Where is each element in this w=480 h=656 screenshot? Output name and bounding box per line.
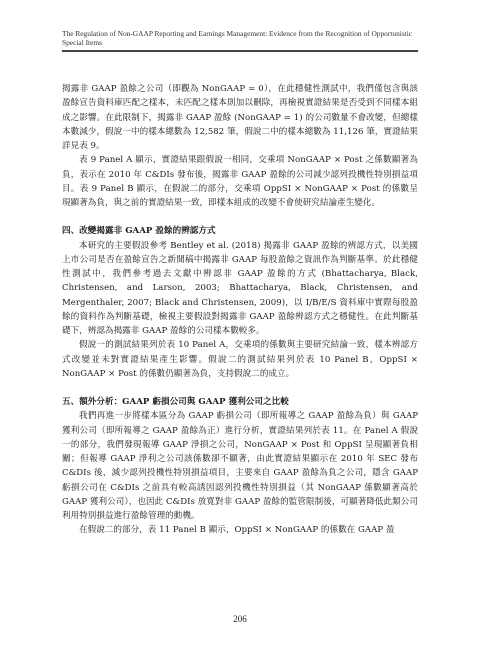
page-number: 206 xyxy=(233,614,247,624)
running-head: The Regulation of Non-GAAP Reporting and Earnings Management: Evidence from the Recognition of Opportunistic Special Items xyxy=(62,29,413,47)
paragraph-hypothesis2: 在假說二的部分，表 11 Panel B 顯示，OppSI × NonGAAP 的係數在 GAAP 盈 xyxy=(79,525,395,536)
section-heading-4: 四、改變揭露非 GAAP 盈餘的辨認方式 xyxy=(62,226,216,237)
body-text xyxy=(62,82,418,538)
paragraph-identification: 本研究的主要假設參考 Bentley et al. (2018) 揭露非 GAAP 盈餘的辨認方式，以美國上市公司是否在盈餘宣告之新聞稿中揭露非 GAAP 每股盈餘之資訊作為判斷基準。於此穩健性測試中，我們參考過去文獻中辨認非 GAAP 盈餘的方式 (Bhattacharya, Black, Christensen, and Larson, 2003; Bhattacharya, Black, Christensen, and Mergenthaler, 2007; Black and Christensen, 2009)，以 I/B/E/S 資料庫中實際每股盈餘的資料作為判斷基礎，檢視主要假設對揭露非 GAAP 盈餘辨認方式之穩健性。在此判斷基礎下，辨認為揭露非 GAAP 盈餘的公司樣本數較多。 xyxy=(62,240,418,336)
section-gap xyxy=(62,381,418,395)
header-rule xyxy=(62,50,418,52)
paragraph-table10: 假說一的測試結果列於表 10 Panel A，交乘項的係數與主要研究結論一致，樣本辨認方式改變並未對實證結果產生影響。假說二的測試結果列於表 10 Panel B，OppSI × NonGAAP × Post 的係數仍顯著為負，支持假說二的成立。 xyxy=(62,340,418,379)
section-heading-5: 五、額外分析：GAAP 虧損公司與 GAAP 獲利公司之比較 xyxy=(62,397,289,407)
section-gap xyxy=(62,210,418,224)
paragraph-continued: 揭露非 GAAP 盈餘之公司（即觀為 NonGAAP = 0），在此穩健性測試中，我們僅包含與該盈餘宣告資料庫匹配之樣本，未匹配之樣本則加以刪除，再檢視實證結果是否受到不同樣本組成之影響。在此限制下，揭露非 GAAP 盈餘 (NonGAAP = 1) 的公司數量不會改變，但總樣本數減少，假說一中的樣本總數為 12,582 筆，假說二中的樣本總數為 11,126 筆，實證結果詳見表 9。 xyxy=(62,84,418,151)
paragraph-table9: 表 9 Panel A 顯示，實證結果跟假說一相同，交乘項 NonGAAP × Post 之係數顯著為負，表示在 2010 年 C&DIs 發布後，揭露非 GAAP 盈餘的公司減少認列投機性特別損益項目。表 9 Panel B 顯示，在假說二的部分，交乘項 OppSI × NonGAAP × Post 的係數呈現顯著為負，與之前的實證結果一致，即樣本組成的改變不會使研究結論產生變化。 xyxy=(62,155,418,208)
paragraph-loss-vs-profit: 我們再進一步將樣本區分為 GAAP 虧損公司（即所報導之 GAAP 盈餘為負）與 GAAP 獲利公司（即所報導之 GAAP 盈餘為正）進行分析，實證結果列於表 11。在 Panel A 假說一的部分，我們發現報導 GAAP 淨損之公司，NonGAAP × Post 和 OppSI 呈現顯著負相關；但報導 GAAP 淨利之公司該係數卻不顯著，由此實證結果顯示在 2010 年 SEC 發布 C&DIs 後，減少認列投機性特別損益項目，主要來自 GAAP 盈餘為負之公司，隱含 GAAP 虧損公司在 C&DIs 之前具有較高誘因認列投機性特別損益（其 NonGAAP 係數顯著高於 GAAP 獲利公司），也因此 C&DIs 放寬對非 GAAP 盈餘的監管限制後，可顯著降低此類公司利用特別損益進行盈餘管理的動機。 xyxy=(62,411,418,521)
